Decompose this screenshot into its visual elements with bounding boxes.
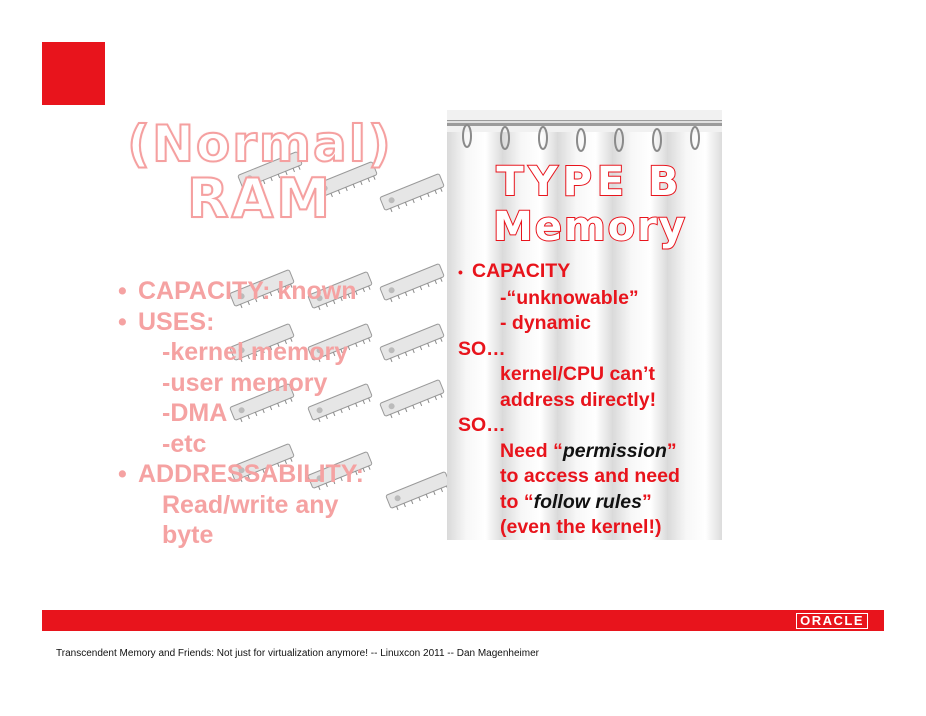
title-line-2: RAM: [186, 167, 334, 230]
text-line: -“unknowable”: [500, 286, 639, 309]
type-b-memory-title: [460, 160, 720, 250]
type-b-memory-text: [458, 259, 724, 541]
normal-ram-title: [120, 115, 400, 230]
footer-text: Transcendent Memory and Friends: Not just for virtualization anymore! -- Linuxcon 2011 -- Dan Magenheimer: [56, 648, 539, 659]
bullet-line: • CAPACITY: [458, 260, 571, 282]
text-line: to “follow rules”: [500, 490, 652, 513]
title-line-2: Memory: [493, 204, 687, 250]
text-line: - dynamic: [500, 312, 592, 334]
sub-line: byte: [162, 521, 214, 549]
sub-line: -user memory: [162, 368, 328, 397]
text-line: (even the kernel!): [500, 516, 662, 538]
text-line: kernel/CPU can’t: [500, 363, 655, 385]
footer-red-bar: [42, 610, 884, 631]
text-line: SO…: [458, 337, 506, 360]
title-line-1: TYPE B: [496, 159, 684, 205]
normal-ram-bullets: [118, 276, 448, 551]
bullet-line: • ADDRESSABILITY:: [118, 460, 364, 488]
text-line: to access and need: [500, 465, 680, 487]
title-line-1: (Normal): [127, 115, 393, 173]
sub-line: -DMA: [162, 399, 228, 427]
text-line: Need “permission”: [500, 439, 677, 462]
bullet-line: • USES:: [118, 307, 215, 336]
sub-line: -kernel memory: [162, 338, 349, 366]
oracle-logo: ORACLE: [796, 613, 868, 629]
sub-line: -etc: [162, 429, 207, 458]
bullet-line: • CAPACITY: known: [118, 277, 357, 305]
sub-line: Read/write any: [162, 490, 339, 519]
text-line: SO…: [458, 414, 506, 436]
text-line: address directly!: [500, 388, 657, 411]
